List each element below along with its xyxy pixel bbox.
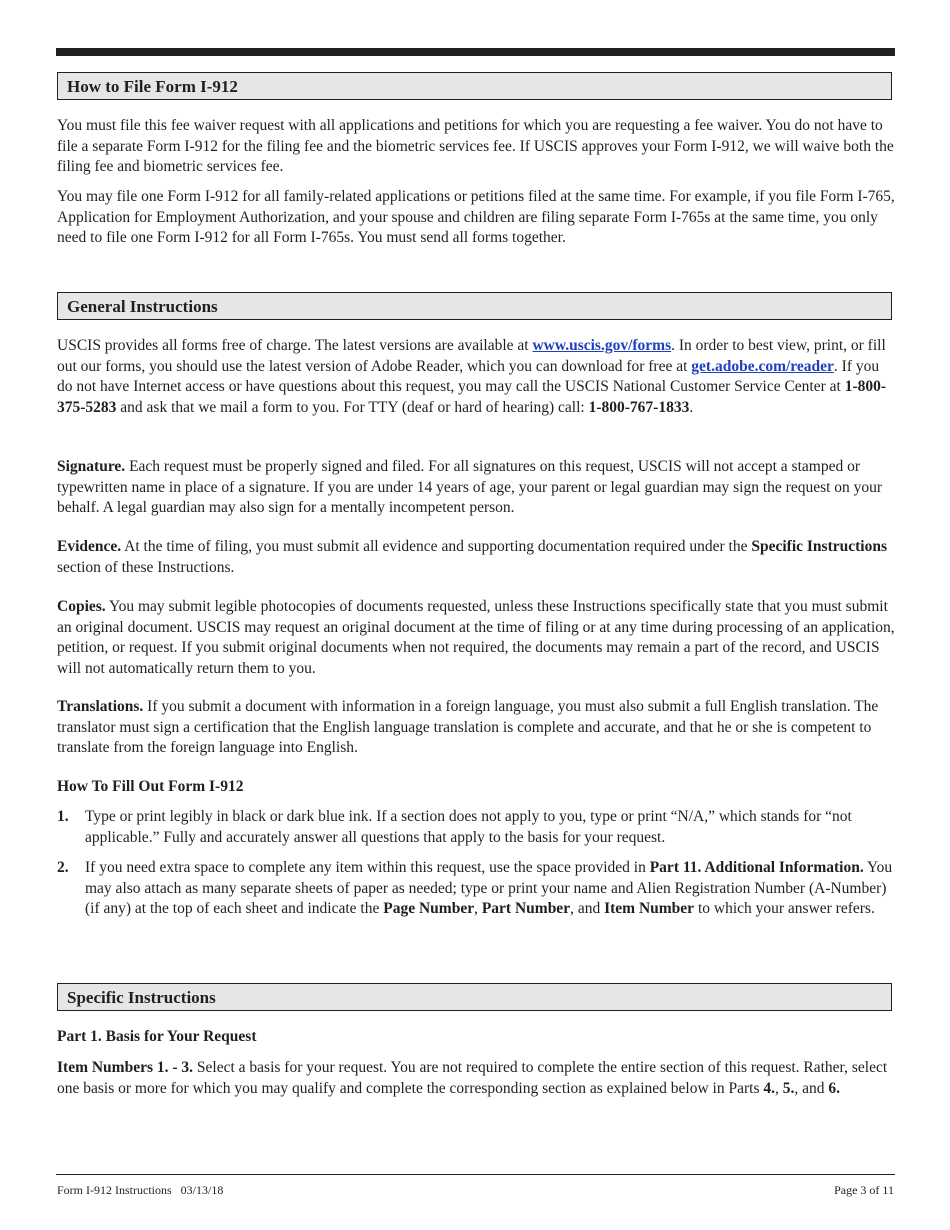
item-2-text-2: You may also attach as many separate sheets of paper as needed; type or print your name and Alien Registration Number (A-Number) (if any) at the top of each sheet and indicate the — [85, 859, 893, 917]
part-6-ref: 6. — [828, 1079, 840, 1097]
part-4-ref: 4. — [763, 1079, 775, 1097]
intro-text-5: . — [689, 398, 694, 416]
item-numbers-1-3-paragraph — [57, 1058, 897, 1099]
how-to-fill-out-heading: How To Fill Out Form I-912 — [57, 778, 244, 795]
evidence-bold: Specific Instructions — [751, 538, 887, 555]
part1-text-3: , and — [794, 1079, 829, 1097]
signature-paragraph — [57, 457, 897, 519]
intro-text-3: . If you do not have Internet access or have questions about this request, you may call the USCIS National Customer Service Center at — [57, 357, 880, 395]
part-5-ref: 5. — [782, 1079, 795, 1097]
top-rule — [56, 48, 895, 56]
part-1-heading: Part 1. Basis for Your Request — [57, 1028, 257, 1045]
item-2-bold-1: Part 11. Additional Information. — [649, 859, 864, 876]
footer-page-number: Page 3 of 11 — [834, 1183, 894, 1197]
copies-paragraph — [57, 597, 897, 679]
general-intro-paragraph — [57, 336, 897, 418]
translations-paragraph — [57, 697, 897, 759]
item-numbers-label: Item Numbers 1. - 3. — [57, 1059, 194, 1076]
intro-text-4: and ask that we mail a form to you. For TTY (deaf or hard of hearing) call: — [116, 398, 589, 416]
ncsc-phone: 1-800-375-5283 — [57, 378, 887, 416]
translations-text: If you submit a document with information in a foreign language, you must also submit a full English translation. The translator must sign a certification that the English language translation is complete and accurate, and that he or she is competent to translate from the foreign language into English. — [57, 698, 879, 756]
intro-text-2: . In order to best view, print, or fill out our forms, you should use the latest version of Adobe Reader, which you can download for free at — [57, 337, 886, 375]
item-number-2: 2. — [57, 859, 69, 876]
intro-text-1: USCIS provides all forms free of charge. The latest versions are available at — [57, 337, 533, 354]
item-2-bold-3: Part Number — [481, 900, 571, 917]
signature-text: Each request must be properly signed and filed. For all signatures on this request, USCIS will not accept a stamped or typewritten name in place of a signature. If you are under 14 years of age, your parent or legal guardian may sign the request on your behalf. A legal guardian may also sign for a mentally incompetent person. — [57, 458, 883, 516]
footer-rule — [56, 1174, 895, 1175]
part1-text-2: , — [774, 1079, 783, 1097]
item-2-bold-4: Item Number — [604, 900, 695, 917]
item-number-1: 1. — [57, 808, 69, 825]
evidence-text: At the time of filing, you must submit all evidence and supporting documentation required under the — [121, 538, 752, 555]
footer-form-id: Form I-912 Instructions 03/13/18 — [57, 1183, 224, 1197]
how-to-file-paragraph-2: You may file one Form I-912 for all family-related applications or petitions filed at the same time. For example, if you file Form I-765, Application for Employment Authorization, and your spouse and children are filing separate Form I-765s at the same time, you only need to file one Form I-912 for all Form I-765s. You must send all forms together. — [57, 188, 895, 246]
evidence-paragraph — [57, 537, 897, 578]
part1-text-1: Select a basis for your request. You are not required to complete the entire section of this request. Rather, select one basis or more for which you may qualify and complete the corresponding section as explained below in Parts — [57, 1059, 888, 1097]
item-2-text-3: , — [474, 900, 482, 917]
item-2-bold-2: Page Number — [383, 900, 475, 917]
copies-label: Copies. — [57, 598, 106, 615]
tty-phone: 1-800-767-1833 — [588, 398, 690, 416]
copies-text: You may submit legible photocopies of documents requested, unless these Instructions specifically state that you must submit an original document. USCIS may request an original document at the time of filing or at any time during processing of an application, petition, or request. If you submit original documents when not required, the documents may remain a part of the record, and USCIS will not automatically return them to you. — [57, 598, 895, 677]
signature-label: Signature. — [57, 458, 126, 475]
section-header-how-to-file: How to File Form I-912 — [57, 72, 892, 100]
evidence-label: Evidence. — [57, 538, 122, 555]
how-to-file-paragraph-1: You must file this fee waiver request with all applications and petitions for which you are requesting a fee waiver. You do not have to file a separate Form I-912 for the filing fee and the biometric services fee. If USCIS approves your Form I-912, we will waive both the filing fee and biometric services fee. — [57, 117, 894, 175]
item-1-text: Type or print legibly in black or dark blue ink. If a section does not apply to you, type or print “N/A,” which stands for “not applicable.” Fully and accurately answer all questions that apply to the basis for your request. — [85, 808, 852, 846]
item-2-text-5: to which your answer refers. — [694, 900, 875, 917]
translations-label: Translations. — [57, 698, 144, 715]
section-header-specific-instructions: Specific Instructions — [57, 983, 892, 1011]
section-header-general-instructions: General Instructions — [57, 292, 892, 320]
item-2-text-4: , and — [570, 900, 605, 917]
item-2-text — [85, 858, 895, 920]
uscis-forms-link[interactable]: www.uscis.gov/forms — [532, 337, 672, 354]
item-2-text-1: If you need extra space to complete any item within this request, use the space provided in — [85, 859, 650, 876]
evidence-text-2: section of these Instructions. — [57, 558, 235, 576]
adobe-reader-link[interactable]: get.adobe.com/reader — [691, 357, 834, 375]
